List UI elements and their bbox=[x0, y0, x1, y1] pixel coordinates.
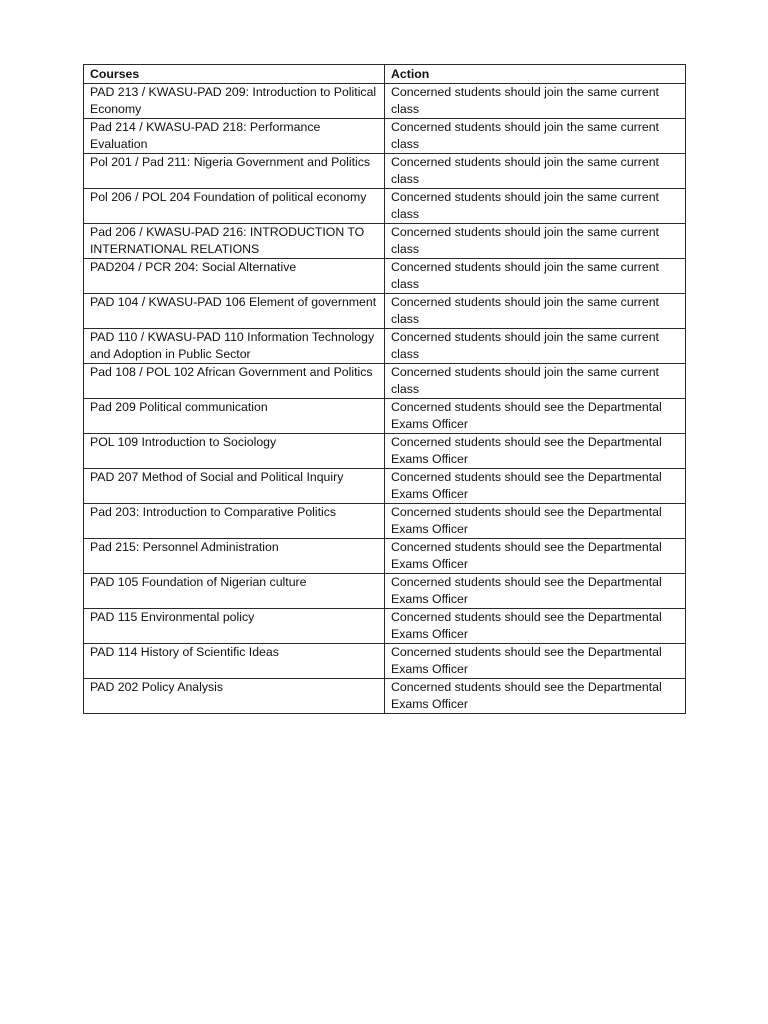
course-cell: PAD 213 / KWASU-PAD 209: Introduction to Political Economy bbox=[84, 84, 385, 119]
course-cell: PAD 207 Method of Social and Political Inquiry bbox=[84, 469, 385, 504]
table-row bbox=[84, 609, 686, 644]
table-header bbox=[84, 65, 686, 84]
table-row bbox=[84, 154, 686, 189]
course-cell: PAD 105 Foundation of Nigerian culture bbox=[84, 574, 385, 609]
table-row bbox=[84, 294, 686, 329]
table-row bbox=[84, 679, 686, 714]
action-cell: Concerned students should join the same current class bbox=[385, 84, 686, 119]
action-cell: Concerned students should join the same current class bbox=[385, 259, 686, 294]
table-row bbox=[84, 224, 686, 259]
course-cell: Pad 108 / POL 102 African Government and Politics bbox=[84, 364, 385, 399]
course-cell: Pad 215: Personnel Administration bbox=[84, 539, 385, 574]
course-cell: Pad 206 / KWASU-PAD 216: INTRODUCTION TO INTERNATIONAL RELATIONS bbox=[84, 224, 385, 259]
course-cell: PAD204 / PCR 204: Social Alternative bbox=[84, 259, 385, 294]
action-cell: Concerned students should see the Departmental Exams Officer bbox=[385, 469, 686, 504]
course-cell: Pad 209 Political communication bbox=[84, 399, 385, 434]
course-cell: PAD 110 / KWASU-PAD 110 Information Technology and Adoption in Public Sector bbox=[84, 329, 385, 364]
table-row bbox=[84, 84, 686, 119]
action-cell: Concerned students should join the same current class bbox=[385, 154, 686, 189]
table-row bbox=[84, 539, 686, 574]
action-cell: Concerned students should join the same current class bbox=[385, 294, 686, 329]
table-row bbox=[84, 469, 686, 504]
header-courses: Courses bbox=[84, 65, 385, 84]
action-cell: Concerned students should see the Departmental Exams Officer bbox=[385, 504, 686, 539]
header-action: Action bbox=[385, 65, 686, 84]
table-row bbox=[84, 434, 686, 469]
course-cell: Pad 214 / KWASU-PAD 218: Performance Evaluation bbox=[84, 119, 385, 154]
table-row bbox=[84, 259, 686, 294]
action-cell: Concerned students should join the same current class bbox=[385, 189, 686, 224]
header-row bbox=[84, 65, 686, 84]
table-row bbox=[84, 329, 686, 364]
course-cell: Pol 206 / POL 204 Foundation of political economy bbox=[84, 189, 385, 224]
table-row bbox=[84, 399, 686, 434]
table-row bbox=[84, 119, 686, 154]
course-cell: POL 109 Introduction to Sociology bbox=[84, 434, 385, 469]
course-cell: PAD 104 / KWASU-PAD 106 Element of government bbox=[84, 294, 385, 329]
courses-action-table bbox=[83, 64, 686, 714]
action-cell: Concerned students should see the Departmental Exams Officer bbox=[385, 574, 686, 609]
action-cell: Concerned students should see the Departmental Exams Officer bbox=[385, 399, 686, 434]
action-cell: Concerned students should see the Departmental Exams Officer bbox=[385, 679, 686, 714]
action-cell: Concerned students should join the same current class bbox=[385, 119, 686, 154]
table-row bbox=[84, 189, 686, 224]
table-row bbox=[84, 364, 686, 399]
table-row bbox=[84, 504, 686, 539]
course-cell: PAD 114 History of Scientific Ideas bbox=[84, 644, 385, 679]
action-cell: Concerned students should join the same current class bbox=[385, 364, 686, 399]
action-cell: Concerned students should join the same current class bbox=[385, 329, 686, 364]
course-cell: Pol 201 / Pad 211: Nigeria Government and Politics bbox=[84, 154, 385, 189]
action-cell: Concerned students should see the Departmental Exams Officer bbox=[385, 609, 686, 644]
course-cell: PAD 115 Environmental policy bbox=[84, 609, 385, 644]
table-body bbox=[84, 84, 686, 714]
course-cell: Pad 203: Introduction to Comparative Politics bbox=[84, 504, 385, 539]
course-cell: PAD 202 Policy Analysis bbox=[84, 679, 385, 714]
action-cell: Concerned students should see the Departmental Exams Officer bbox=[385, 434, 686, 469]
action-cell: Concerned students should see the Departmental Exams Officer bbox=[385, 644, 686, 679]
table-row bbox=[84, 644, 686, 679]
action-cell: Concerned students should join the same current class bbox=[385, 224, 686, 259]
action-cell: Concerned students should see the Departmental Exams Officer bbox=[385, 539, 686, 574]
table-row bbox=[84, 574, 686, 609]
